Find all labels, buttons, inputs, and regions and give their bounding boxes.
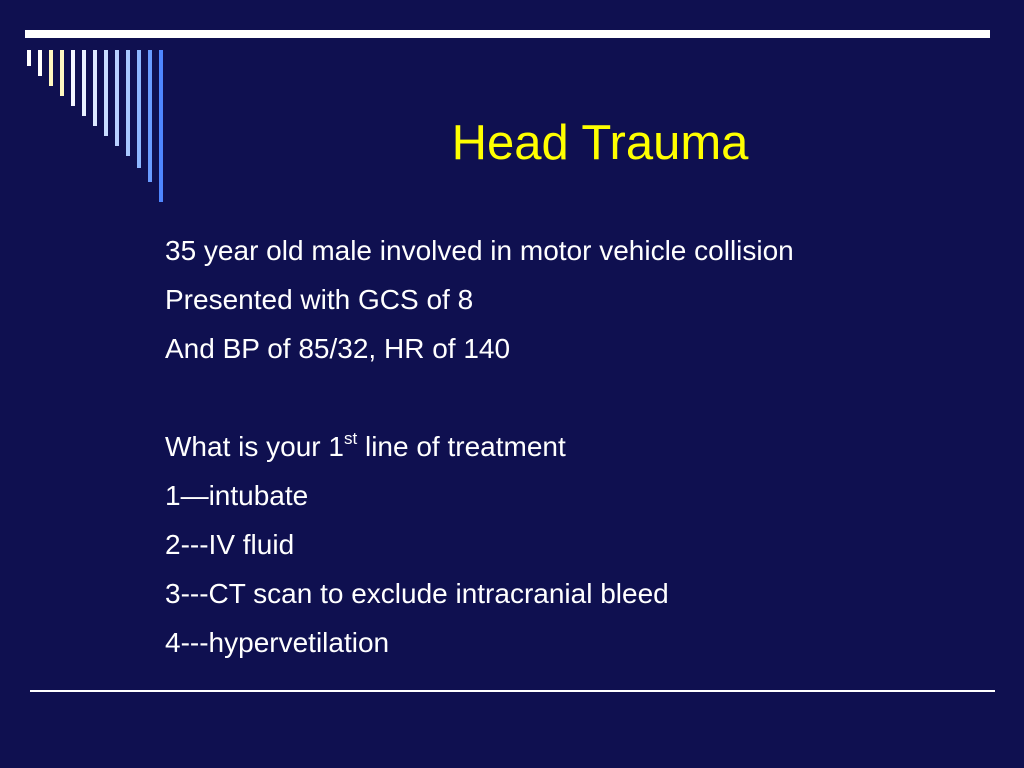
answer-line: 4---hypervetilation <box>165 627 390 658</box>
stripe-bar <box>115 50 119 146</box>
stripe-bar <box>159 50 163 202</box>
question-suffix: line of treatment <box>357 431 566 462</box>
stripe-bar <box>126 50 130 156</box>
stripe-bar <box>71 50 75 106</box>
case-line: 35 year old male involved in motor vehicle collision <box>165 235 794 266</box>
stripe-bar <box>148 50 152 182</box>
stripe-bar <box>137 50 141 168</box>
answer-line: 2---IV fluid <box>165 529 295 560</box>
stripe-bar <box>104 50 108 136</box>
answer-line: 3---CT scan to exclude intracranial bleed <box>165 578 669 609</box>
stripe-decoration <box>0 0 200 220</box>
slide-title: Head Trauma <box>451 116 749 170</box>
answer-line: 1—intubate <box>165 480 309 511</box>
stripe-bar <box>38 50 42 76</box>
question-line <box>165 422 985 471</box>
stripe-bar <box>60 50 64 96</box>
bottom-rule <box>30 690 995 692</box>
case-line: Presented with GCS of 8 <box>165 284 474 315</box>
question-superscript: st <box>343 428 358 448</box>
stripe-bar <box>93 50 97 126</box>
slide-body <box>165 226 985 667</box>
stripe-bar <box>82 50 86 116</box>
spacer <box>165 373 985 422</box>
stripe-bar <box>27 50 31 66</box>
question-prefix: What is your 1 <box>165 431 344 462</box>
stripe-bar <box>49 50 53 86</box>
case-line: And BP of 85/32, HR of 140 <box>165 333 511 364</box>
